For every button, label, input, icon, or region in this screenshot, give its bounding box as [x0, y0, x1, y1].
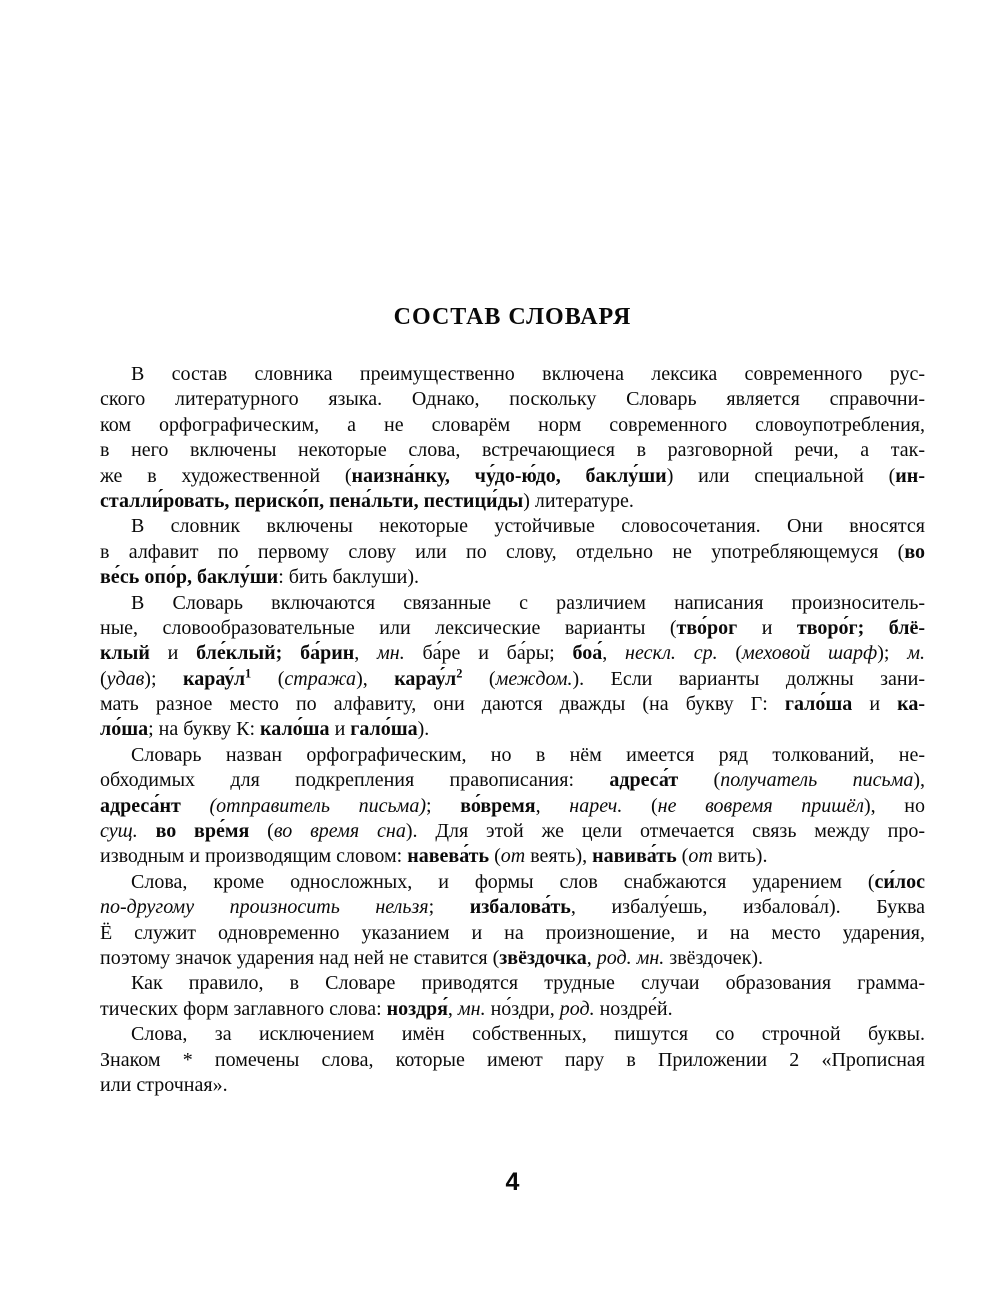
superscript-run: 1: [245, 666, 252, 681]
text-run: м.: [907, 642, 925, 665]
text-run: ,: [535, 794, 570, 817]
text-run: (отправитель письма): [209, 794, 426, 817]
text-run: во: [904, 540, 925, 563]
text-line: [100, 489, 925, 514]
text-run: боа́: [572, 642, 603, 665]
text-run: ), но: [863, 794, 925, 817]
text-run: (: [678, 769, 721, 792]
text-run: получатель письма: [720, 769, 914, 792]
text-run: сталли́ровать, периско́п, пена́льти, пестици́ды: [100, 489, 524, 512]
text-line: [100, 1022, 925, 1047]
text-run: ) или специальной (: [666, 464, 896, 487]
text-run: В Словарь включаются связанные с различием написания произноситель-: [131, 591, 925, 614]
text-run: ).: [417, 718, 430, 741]
text-run: во вре́мя: [155, 820, 250, 843]
text-run: изводным и производящим словом:: [100, 845, 408, 868]
text-run: наизна́нку, чу́до-ю́до, баклу́ши: [351, 464, 667, 487]
text-run: же в художественной (: [100, 464, 352, 487]
text-run: (: [462, 667, 496, 690]
text-run: ве́сь опо́р, баклу́ши: [100, 566, 279, 589]
text-run: и: [737, 616, 797, 639]
text-run: ,: [354, 642, 378, 665]
text-run: (: [251, 667, 285, 690]
text-line: [100, 540, 925, 565]
text-run: В состав словника преимущественно включена лексика современного рус-: [131, 363, 925, 385]
text-line: [100, 971, 925, 996]
text-line: [100, 591, 925, 616]
body-text: [100, 362, 925, 1098]
text-run: ноздря́: [386, 997, 448, 1020]
text-run: тических форм заглавного слова:: [100, 997, 387, 1020]
paragraph: [100, 1022, 925, 1098]
text-run: навива́ть: [592, 845, 677, 868]
text-line: [100, 1048, 925, 1073]
text-run: ),: [356, 667, 395, 690]
text-run: во время сна: [273, 820, 406, 843]
text-line: [100, 819, 925, 844]
text-line: [100, 514, 925, 539]
text-run: [181, 795, 210, 817]
text-line: [100, 946, 925, 971]
text-run: ка-: [897, 693, 925, 716]
text-run: в него включены некоторые слова, встречающиеся в разговорной речи, а так-: [100, 439, 925, 462]
text-run: ин-: [895, 464, 925, 487]
text-run: меховой шарф: [742, 642, 878, 665]
text-run: ). Для этой же цели отмечается связь между про-: [405, 820, 925, 843]
paragraph: [100, 591, 925, 743]
text-line: [100, 921, 925, 946]
text-run: от: [688, 845, 713, 868]
text-run: навева́ть: [407, 845, 490, 868]
text-run: карау́л: [182, 667, 246, 690]
text-run: ноздре́й.: [594, 997, 673, 1020]
text-run: творо́г; блё-: [796, 616, 925, 639]
text-run: (: [717, 642, 743, 665]
text-run: Как правило, в Словаре приводятся трудные случаи образования грамма-: [131, 972, 925, 995]
page-number: 4: [505, 1168, 520, 1196]
text-run: звёздочек).: [664, 946, 764, 969]
text-run: ные, словообразовательные или лексические варианты (: [100, 616, 677, 639]
text-line: [100, 717, 925, 742]
text-run: избалова́ть: [469, 896, 571, 919]
text-line: [100, 387, 925, 412]
text-run: (: [489, 845, 501, 868]
text-line: [100, 768, 925, 793]
text-run: и: [149, 642, 197, 665]
text-line: [100, 438, 925, 463]
text-run: ),: [913, 769, 925, 792]
text-line: [100, 743, 925, 768]
text-run: Словарь назван орфографическим, но в нём имеется ряд толкований, не-: [131, 743, 925, 766]
text-run: (: [622, 794, 658, 817]
text-run: поэтому значок ударения над ней не ставится (: [100, 946, 500, 969]
text-line: [100, 413, 925, 438]
text-run: звёздочка: [499, 946, 587, 969]
text-run: Слова, за исключением имён собственных, пишутся со строчной буквы.: [131, 1023, 925, 1046]
text-run: нареч.: [569, 794, 623, 817]
text-line: [100, 616, 925, 641]
text-run: междом.: [495, 667, 573, 690]
text-run: веять),: [525, 845, 593, 868]
text-run: ,: [447, 997, 458, 1020]
text-line: [100, 895, 925, 920]
text-run: , избалу́ешь, избалова́л). Буква: [570, 896, 925, 919]
text-run: адреса́нт: [100, 794, 181, 817]
text-run: );: [144, 667, 183, 690]
text-run: ). Если варианты должны зани-: [572, 667, 925, 690]
text-run: Ё служит одновременно указанием и на произношение, и на место ударения,: [100, 921, 925, 944]
paragraph: [100, 971, 925, 1022]
text-run: : бить баклуши).: [278, 566, 419, 589]
text-run: ;: [428, 896, 470, 919]
text-line: [100, 565, 925, 590]
text-run: Слова, кроме односложных, и формы слов снабжаются ударением (: [131, 870, 875, 893]
text-run: В словник включены некоторые устойчивые словосочетания. Они вносятся: [131, 515, 925, 538]
text-line: [100, 641, 925, 666]
text-run: кало́ша: [260, 718, 330, 741]
text-run: мн.: [457, 997, 486, 1020]
text-line: [100, 844, 925, 869]
text-line: [100, 692, 925, 717]
text-run: стража: [284, 667, 357, 690]
text-run: и: [329, 718, 351, 741]
text-line: [100, 1073, 925, 1098]
text-run: от: [500, 845, 526, 868]
text-run: ; на букву К:: [148, 718, 261, 741]
text-run: бле́клый; ба́рин: [196, 642, 355, 665]
text-run: род.: [559, 997, 595, 1020]
text-run: клый: [100, 642, 150, 665]
text-run: (: [100, 667, 107, 690]
text-line: [100, 464, 925, 489]
text-run: сущ.: [100, 820, 138, 843]
text-run: Знаком * помечены слова, которые имеют пару в Приложении 2 «Прописная: [100, 1048, 925, 1071]
text-run: [138, 820, 156, 842]
paragraph: [100, 362, 925, 514]
text-run: обходимых для подкрепления правописания:: [100, 769, 610, 792]
text-run: и: [852, 693, 898, 716]
text-run: тво́рог: [676, 616, 738, 639]
text-run: гало́ша: [784, 693, 853, 716]
text-run: си́лос: [874, 870, 925, 893]
page-title: СОСТАВ СЛОВАРЯ: [393, 304, 632, 330]
text-run: адреса́т: [609, 769, 679, 792]
text-run: карау́л: [394, 667, 457, 690]
text-run: нескл. ср.: [625, 642, 718, 665]
superscript-run: 2: [456, 666, 463, 681]
text-run: ба́ре и ба́ры;: [404, 642, 573, 665]
text-run: ) литературе.: [523, 489, 634, 512]
text-run: по-другому произносить нельзя: [100, 896, 429, 919]
text-run: ло́ша: [100, 718, 149, 741]
text-line: [100, 362, 925, 387]
text-line: [100, 997, 925, 1022]
text-run: ;: [425, 794, 461, 817]
text-run: (: [676, 845, 689, 868]
text-run: (: [249, 820, 274, 843]
text-run: ,: [602, 642, 626, 665]
text-run: ,: [586, 946, 597, 969]
text-run: мать разное место по алфавиту, они даются дважды (на букву Г:: [100, 693, 785, 716]
text-line: [100, 667, 925, 692]
text-run: ком орфографическим, а не словарём норм современного словоупотребления,: [100, 413, 925, 436]
paragraph: [100, 870, 925, 972]
text-run: гало́ша: [350, 718, 418, 741]
text-run: не вовремя пришёл: [657, 794, 864, 817]
text-run: );: [877, 642, 908, 665]
text-run: удав: [106, 667, 145, 690]
text-run: вить).: [712, 845, 768, 868]
text-run: но́здри,: [485, 997, 560, 1020]
text-run: ского литературного языка. Однако, поскольку Словарь является справочни-: [100, 388, 925, 411]
text-run: в алфавит по первому слову или по слову, отдельно не употребляющемуся (: [100, 540, 905, 563]
text-run: мн.: [377, 642, 405, 665]
text-run: род. мн.: [596, 946, 665, 969]
text-line: [100, 870, 925, 895]
paragraph: [100, 514, 925, 590]
text-run: во́время: [460, 794, 536, 817]
text-run: или строчная».: [100, 1073, 228, 1096]
text-line: [100, 794, 925, 819]
paragraph: [100, 743, 925, 870]
